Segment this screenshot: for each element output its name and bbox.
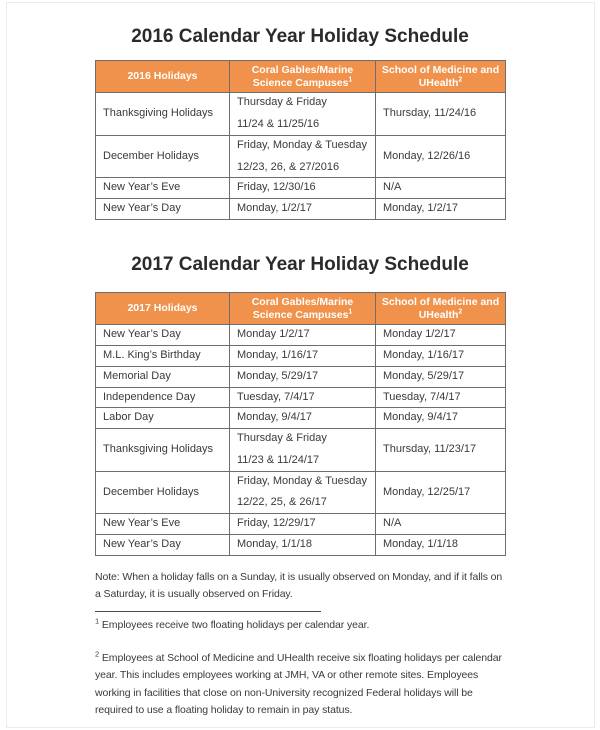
footnote-1-marker: 1 — [95, 616, 100, 626]
holiday-cell: December Holidays — [96, 135, 230, 178]
campus-cell — [230, 135, 376, 178]
campus-cell-line: 12/22, 25, & 26/17 — [237, 496, 327, 509]
holiday-cell: Thanksgiving Holidays — [96, 93, 230, 136]
campus-cell: Friday, 12/30/16 — [230, 178, 376, 199]
holiday-cell: Memorial Day — [96, 366, 230, 387]
medicine-cell: Thursday, 11/23/17 — [376, 429, 506, 472]
column-header-coral-gables-label: Coral Gables/Marine Science Campuses — [251, 295, 354, 321]
campus-cell-line: 11/24 & 11/25/16 — [237, 118, 320, 131]
column-header-2017-holidays: 2017 Holidays — [96, 292, 230, 325]
holiday-cell: Thanksgiving Holidays — [96, 429, 230, 472]
column-header-coral-gables — [230, 292, 376, 325]
column-header-2016-holidays: 2016 Holidays — [96, 60, 230, 93]
holiday-cell: New Year’s Day — [96, 325, 230, 346]
table-row — [96, 346, 506, 367]
holiday-cell: New Year’s Eve — [96, 178, 230, 199]
table-row — [96, 178, 506, 199]
table-row — [96, 366, 506, 387]
column-header-coral-gables — [230, 60, 376, 93]
holiday-cell: New Year’s Eve — [96, 514, 230, 535]
medicine-cell: Monday, 1/16/17 — [376, 346, 506, 367]
campus-cell — [230, 429, 376, 472]
holiday-cell: Labor Day — [96, 408, 230, 429]
title-2016-schedule: 2016 Calendar Year Holiday Schedule — [131, 26, 469, 47]
campus-cell — [230, 471, 376, 514]
medicine-cell: Monday, 9/4/17 — [376, 408, 506, 429]
footnote-2 — [95, 650, 505, 720]
footnote-ref-2: 2 — [458, 76, 463, 84]
column-header-medicine-uhealth-label: School of Medicine and UHealth — [381, 63, 500, 89]
table-row — [96, 135, 506, 178]
table-row — [96, 199, 506, 220]
medicine-cell: Monday, 1/1/18 — [376, 534, 506, 555]
campus-cell-line: Friday, Monday & Tuesday — [237, 474, 368, 487]
table-row — [96, 514, 506, 535]
medicine-cell: N/A — [376, 514, 506, 535]
footnote-1-text: Employees receive two floating holidays per calendar year. — [101, 619, 370, 632]
column-header-medicine-uhealth — [376, 292, 506, 325]
document-content — [95, 0, 505, 720]
table-row — [96, 325, 506, 346]
medicine-cell: Tuesday, 7/4/17 — [376, 387, 506, 408]
holiday-cell: M.L. King’s Birthday — [96, 346, 230, 367]
campus-cell-line: 12/23, 26, & 27/2016 — [237, 160, 340, 173]
campus-cell: Monday, 1/16/17 — [230, 346, 376, 367]
holiday-cell: New Year’s Day — [96, 199, 230, 220]
holiday-cell: Independence Day — [96, 387, 230, 408]
medicine-cell: Monday, 12/25/17 — [376, 471, 506, 514]
footnote-separator — [95, 611, 321, 612]
campus-cell: Friday, 12/29/17 — [230, 514, 376, 535]
table-row — [96, 471, 506, 514]
campus-cell: Monday, 1/2/17 — [230, 199, 376, 220]
medicine-cell: N/A — [376, 178, 506, 199]
campus-cell: Monday, 1/1/18 — [230, 534, 376, 555]
campus-cell: Monday 1/2/17 — [230, 325, 376, 346]
table-row — [96, 408, 506, 429]
column-header-medicine-uhealth-label: School of Medicine and UHealth — [381, 295, 500, 321]
holiday-cell: New Year’s Day — [96, 534, 230, 555]
table-row — [96, 93, 506, 136]
column-header-medicine-uhealth — [376, 60, 506, 93]
medicine-cell: Monday, 12/26/16 — [376, 135, 506, 178]
footnote-1 — [95, 617, 505, 634]
campus-cell: Monday, 9/4/17 — [230, 408, 376, 429]
medicine-cell: Monday, 5/29/17 — [376, 366, 506, 387]
footnote-ref-2: 2 — [458, 308, 463, 316]
campus-cell — [230, 93, 376, 136]
column-header-coral-gables-label: Coral Gables/Marine Science Campuses — [251, 63, 354, 89]
observance-note: Note: When a holiday falls on a Sunday, it is usually observed on Monday, and if it falls on a Saturday, it is usually observed on Friday. — [95, 570, 503, 601]
footnote-2-marker: 2 — [95, 649, 100, 659]
table-header-row — [96, 292, 506, 325]
table-row — [96, 534, 506, 555]
campus-cell-line: 11/23 & 11/24/17 — [237, 453, 320, 466]
table-row — [96, 429, 506, 472]
table-header-row — [96, 60, 506, 93]
holiday-table-2016 — [95, 60, 506, 220]
footnote-ref-1: 1 — [348, 308, 353, 316]
holiday-cell: December Holidays — [96, 471, 230, 514]
holiday-table-2017 — [95, 292, 506, 556]
campus-cell: Monday, 5/29/17 — [230, 366, 376, 387]
medicine-cell: Monday 1/2/17 — [376, 325, 506, 346]
title-2017-schedule: 2017 Calendar Year Holiday Schedule — [131, 253, 469, 275]
table-row — [96, 387, 506, 408]
footnote-ref-1: 1 — [348, 76, 353, 84]
footnote-2-text: Employees at School of Medicine and UHealth receive six floating holidays per calendar year. This includes employees working at JMH, VA or other remote sites. Employees working in facilities that close on non-University recognized Federal holidays will be required to use a floating holiday to remain in pay status. — [95, 651, 502, 717]
campus-cell-line: Thursday & Friday — [237, 432, 327, 445]
campus-cell-line: Thursday & Friday — [237, 96, 327, 109]
campus-cell-line: Friday, Monday & Tuesday — [237, 138, 368, 151]
medicine-cell: Monday, 1/2/17 — [376, 199, 506, 220]
medicine-cell: Thursday, 11/24/16 — [376, 93, 506, 136]
campus-cell: Tuesday, 7/4/17 — [230, 387, 376, 408]
